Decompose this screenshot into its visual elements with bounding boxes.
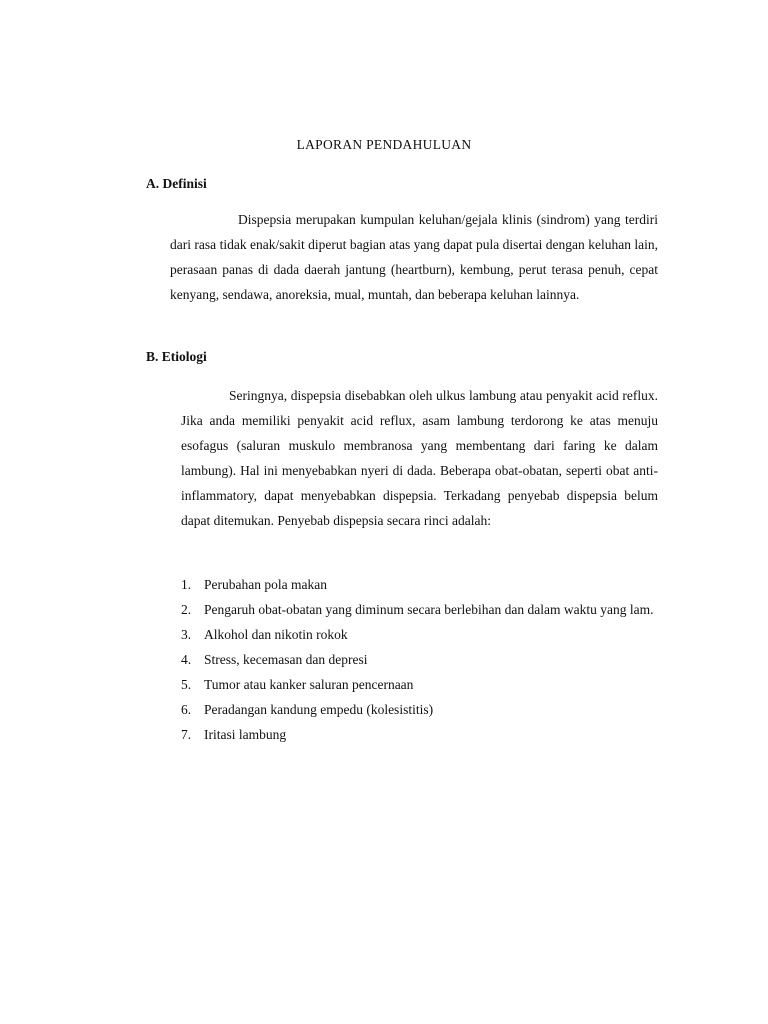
list-item-number: 4.: [181, 652, 192, 667]
list-item: [181, 597, 658, 622]
list-item-text: Tumor atau kanker saluran pencernaan: [204, 677, 414, 692]
list-item-number: 5.: [181, 677, 192, 692]
list-item-text: Iritasi lambung: [204, 727, 287, 742]
list-item-number: 2.: [181, 602, 192, 617]
list-item: [181, 722, 658, 747]
list-item-number: 6.: [181, 702, 192, 717]
list-item-text: Peradangan kandung empedu (kolesistitis): [204, 702, 434, 717]
section-heading-etiologi: B. Etiologi: [146, 349, 207, 364]
list-item-text: Pengaruh obat-obatan yang diminum secara berlebihan dan dalam waktu yang lam.: [204, 602, 654, 617]
list-item-number: 3.: [181, 627, 192, 642]
etiologi-paragraph: Seringnya, dispepsia disebabkan oleh ulkus lambung atau penyakit acid reflux. Jika anda memiliki penyakit acid reflux, asam lambung terdorong ke atas menuju esofagus (saluran muskulo membranosa yang membentang dari faring ke dalam lambung). Hal ini menyebabkan nyeri di dada. Beberapa obat-obatan, seperti obat anti-inflammatory, dapat menyebabkan dispepsia. Terkadang penyebab dispepsia belum dapat ditemukan. Penyebab dispepsia secara rinci adalah:: [181, 388, 658, 528]
list-item: [181, 572, 658, 597]
list-item-text: Alkohol dan nikotin rokok: [204, 627, 348, 642]
list-item: [181, 647, 658, 672]
list-item: [181, 622, 658, 647]
etiologi-list: [181, 572, 658, 747]
list-item-text: Stress, kecemasan dan depresi: [204, 652, 368, 667]
list-item: [181, 697, 658, 722]
list-item: [181, 672, 658, 697]
section-heading-definisi: A. Definisi: [146, 176, 207, 191]
document-title: LAPORAN PENDAHULUAN: [296, 137, 472, 152]
list-item-text: Perubahan pola makan: [204, 577, 327, 592]
definisi-paragraph: Dispepsia merupakan kumpulan keluhan/gejala klinis (sindrom) yang terdiri dari rasa tidak enak/sakit diperut bagian atas yang dapat pula disertai dengan keluhan lain, perasaan panas di dada daerah jantung (heartburn), kembung, perut terasa penuh, cepat kenyang, sendawa, anoreksia, mual, muntah, dan beberapa keluhan lainnya.: [170, 212, 658, 302]
list-item-number: 7.: [181, 727, 192, 742]
list-item-number: 1.: [181, 577, 192, 592]
